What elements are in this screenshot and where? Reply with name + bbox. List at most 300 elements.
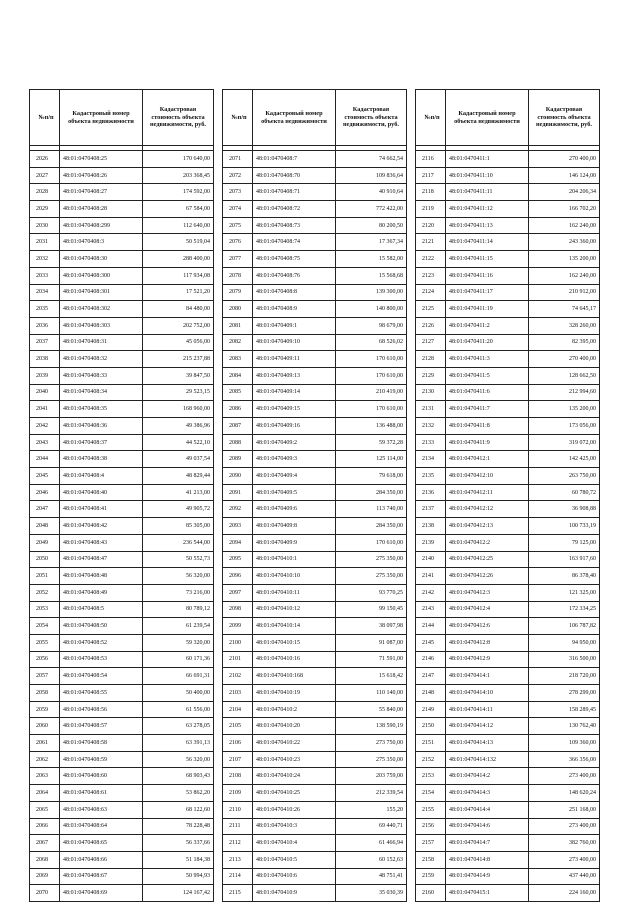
row-number: 2156 xyxy=(416,818,446,835)
table-row xyxy=(30,484,214,501)
cadastral-number: 48:01:0470408:9 xyxy=(253,301,336,318)
row-number: 2133 xyxy=(416,434,446,451)
cadastral-value: 437 440,00 xyxy=(529,868,600,885)
table-row xyxy=(416,751,600,768)
cadastral-value: 50 552,73 xyxy=(143,551,214,568)
cadastral-value: 112 640,00 xyxy=(143,217,214,234)
cadastral-number: 48:01:0470412:10 xyxy=(446,468,529,485)
table-row xyxy=(30,835,214,852)
header-number: №п/п xyxy=(223,90,253,146)
cadastral-value: 125 114,00 xyxy=(336,451,407,468)
cadastral-value: 142 425,00 xyxy=(529,451,600,468)
cadastral-value: 17 521,20 xyxy=(143,284,214,301)
cadastral-value: 79 618,00 xyxy=(336,468,407,485)
row-number: 2153 xyxy=(416,768,446,785)
cadastral-value: 204 206,34 xyxy=(529,184,600,201)
table-row xyxy=(30,234,214,251)
table-row xyxy=(223,367,407,384)
table-row xyxy=(416,584,600,601)
cadastral-value: 68 903,43 xyxy=(143,768,214,785)
cadastral-value: 39 847,50 xyxy=(143,367,214,384)
table-row xyxy=(30,384,214,401)
table-row xyxy=(223,584,407,601)
cadastral-value: 15 618,42 xyxy=(336,668,407,685)
row-number: 2072 xyxy=(223,167,253,184)
row-number: 2106 xyxy=(223,735,253,752)
cadastral-value: 100 733,19 xyxy=(529,518,600,535)
row-number: 2044 xyxy=(30,451,60,468)
cadastral-number: 48:01:0470408:8 xyxy=(253,284,336,301)
cadastral-number: 48:01:0470409:5 xyxy=(253,484,336,501)
cadastral-number: 48:01:0470412:8 xyxy=(446,634,529,651)
table-row xyxy=(30,651,214,668)
cadastral-value: 106 787,82 xyxy=(529,618,600,635)
cadastral-number: 48:01:0470414:2 xyxy=(446,768,529,785)
cadastral-value: 275 350,00 xyxy=(336,568,407,585)
row-number: 2095 xyxy=(223,551,253,568)
row-number: 2094 xyxy=(223,534,253,551)
table-row xyxy=(416,401,600,418)
header-number: №п/п xyxy=(30,90,60,146)
row-number: 2070 xyxy=(30,885,60,902)
cadastral-table-2 xyxy=(222,89,407,902)
cadastral-number: 48:01:0470408:36 xyxy=(60,418,143,435)
row-number: 2036 xyxy=(30,317,60,334)
cadastral-number: 48:01:0470408:302 xyxy=(60,301,143,318)
table-row xyxy=(416,418,600,435)
cadastral-value: 73 216,00 xyxy=(143,584,214,601)
cadastral-number: 48:01:0470410:26 xyxy=(253,801,336,818)
cadastral-value: 155,20 xyxy=(336,801,407,818)
cadastral-number: 48:01:0470414:3 xyxy=(446,785,529,802)
table-row xyxy=(223,835,407,852)
table-row xyxy=(223,885,407,902)
cadastral-value: 117 934,08 xyxy=(143,267,214,284)
table-row xyxy=(30,468,214,485)
cadastral-value: 67 584,00 xyxy=(143,201,214,218)
cadastral-number: 48:01:0470408:47 xyxy=(60,551,143,568)
cadastral-value: 172 334,25 xyxy=(529,601,600,618)
cadastral-number: 48:01:0470408:7 xyxy=(253,151,336,168)
cadastral-number: 48:01:0470410:12 xyxy=(253,601,336,618)
cadastral-value: 158 289,45 xyxy=(529,701,600,718)
cadastral-number: 48:01:0470409:15 xyxy=(253,401,336,418)
table-row xyxy=(416,768,600,785)
row-number: 2159 xyxy=(416,868,446,885)
cadastral-number: 48:01:0470411:12 xyxy=(446,201,529,218)
row-number: 2102 xyxy=(223,668,253,685)
row-number: 2077 xyxy=(223,251,253,268)
cadastral-number: 48:01:0470408:48 xyxy=(60,568,143,585)
cadastral-value: 168 960,00 xyxy=(143,401,214,418)
cadastral-value: 91 087,00 xyxy=(336,634,407,651)
row-number: 2035 xyxy=(30,301,60,318)
cadastral-number: 48:01:0470408:32 xyxy=(60,351,143,368)
row-number: 2080 xyxy=(223,301,253,318)
row-number: 2031 xyxy=(30,234,60,251)
cadastral-number: 48:01:0470411:6 xyxy=(446,384,529,401)
table-row xyxy=(416,501,600,518)
row-number: 2091 xyxy=(223,484,253,501)
cadastral-value: 79 125,00 xyxy=(529,534,600,551)
cadastral-number: 48:01:0470408:35 xyxy=(60,401,143,418)
cadastral-value: 170 640,00 xyxy=(143,151,214,168)
cadastral-number: 48:01:0470408:38 xyxy=(60,451,143,468)
cadastral-number: 48:01:0470409:13 xyxy=(253,367,336,384)
table-row xyxy=(416,317,600,334)
cadastral-value: 243 360,00 xyxy=(529,234,600,251)
table-row xyxy=(30,501,214,518)
cadastral-number: 48:01:0470408:300 xyxy=(60,267,143,284)
cadastral-table-3 xyxy=(415,89,600,902)
row-number: 2123 xyxy=(416,267,446,284)
table-row xyxy=(416,518,600,535)
cadastral-number: 48:01:0470411:11 xyxy=(446,184,529,201)
row-number: 2129 xyxy=(416,367,446,384)
row-number: 2056 xyxy=(30,651,60,668)
table-row xyxy=(30,801,214,818)
table-row xyxy=(416,818,600,835)
cadastral-value: 772 422,00 xyxy=(336,201,407,218)
cadastral-value: 210 419,00 xyxy=(336,384,407,401)
cadastral-number: 48:01:0470414:6 xyxy=(446,818,529,835)
cadastral-value: 270 400,00 xyxy=(529,351,600,368)
table-row xyxy=(416,167,600,184)
row-number: 2149 xyxy=(416,701,446,718)
cadastral-value: 136 488,00 xyxy=(336,418,407,435)
cadastral-number: 48:01:0470414:10 xyxy=(446,685,529,702)
cadastral-value: 162 240,00 xyxy=(529,217,600,234)
row-number: 2075 xyxy=(223,217,253,234)
cadastral-value: 113 740,00 xyxy=(336,501,407,518)
header-cadastral-number: Кадастровый номер объекта недвижимости xyxy=(60,90,143,146)
table-row xyxy=(416,534,600,551)
cadastral-value: 74 645,17 xyxy=(529,301,600,318)
cadastral-number: 48:01:0470410:24 xyxy=(253,768,336,785)
table-row xyxy=(30,584,214,601)
row-number: 2144 xyxy=(416,618,446,635)
cadastral-value: 110 140,00 xyxy=(336,685,407,702)
row-number: 2097 xyxy=(223,584,253,601)
table-row xyxy=(416,217,600,234)
cadastral-number: 48:01:0470412:13 xyxy=(446,518,529,535)
header-cadastral-value: Кадастровая стоимость объекта недвижимости, руб. xyxy=(336,90,407,146)
table-row xyxy=(30,367,214,384)
table-row xyxy=(30,217,214,234)
cadastral-value: 163 917,60 xyxy=(529,551,600,568)
table-row xyxy=(223,685,407,702)
row-number: 2137 xyxy=(416,501,446,518)
cadastral-value: 109 836,64 xyxy=(336,167,407,184)
cadastral-value: 68 122,60 xyxy=(143,801,214,818)
cadastral-value: 273 400,00 xyxy=(529,851,600,868)
cadastral-number: 48:01:0470408:61 xyxy=(60,785,143,802)
row-number: 2093 xyxy=(223,518,253,535)
row-number: 2047 xyxy=(30,501,60,518)
cadastral-number: 48:01:0470408:299 xyxy=(60,217,143,234)
table-row xyxy=(416,851,600,868)
row-number: 2134 xyxy=(416,451,446,468)
cadastral-value: 236 544,00 xyxy=(143,534,214,551)
row-number: 2071 xyxy=(223,151,253,168)
table-row xyxy=(223,501,407,518)
cadastral-number: 48:01:0470411:9 xyxy=(446,434,529,451)
row-number: 2076 xyxy=(223,234,253,251)
cadastral-number: 48:01:0470414:8 xyxy=(446,851,529,868)
table-row xyxy=(30,868,214,885)
cadastral-number: 48:01:0470411:15 xyxy=(446,251,529,268)
row-number: 2078 xyxy=(223,267,253,284)
row-number: 2146 xyxy=(416,651,446,668)
table-row xyxy=(416,618,600,635)
row-number: 2040 xyxy=(30,384,60,401)
row-number: 2120 xyxy=(416,217,446,234)
row-number: 2096 xyxy=(223,568,253,585)
table-row xyxy=(416,251,600,268)
cadastral-value: 121 325,00 xyxy=(529,584,600,601)
row-number: 2141 xyxy=(416,568,446,585)
cadastral-value: 275 350,00 xyxy=(336,751,407,768)
row-number: 2043 xyxy=(30,434,60,451)
row-number: 2068 xyxy=(30,851,60,868)
row-number: 2121 xyxy=(416,234,446,251)
table-row xyxy=(223,234,407,251)
cadastral-value: 15 582,00 xyxy=(336,251,407,268)
table-row xyxy=(416,735,600,752)
table-row xyxy=(223,818,407,835)
cadastral-number: 48:01:0470408:30 xyxy=(60,251,143,268)
row-number: 2051 xyxy=(30,568,60,585)
table-row xyxy=(223,167,407,184)
cadastral-number: 48:01:0470409:14 xyxy=(253,384,336,401)
cadastral-value: 202 752,00 xyxy=(143,317,214,334)
cadastral-number: 48:01:0470408:26 xyxy=(60,167,143,184)
cadastral-value: 140 800,00 xyxy=(336,301,407,318)
table-row xyxy=(416,718,600,735)
table-row xyxy=(416,868,600,885)
cadastral-value: 60 780,72 xyxy=(529,484,600,501)
row-number: 2101 xyxy=(223,651,253,668)
row-number: 2046 xyxy=(30,484,60,501)
row-number: 2148 xyxy=(416,685,446,702)
cadastral-value: 49 905,72 xyxy=(143,501,214,518)
table-row xyxy=(416,334,600,351)
cadastral-number: 48:01:0470408:50 xyxy=(60,618,143,635)
cadastral-value: 56 320,00 xyxy=(143,568,214,585)
cadastral-number: 48:01:0470414:7 xyxy=(446,835,529,852)
table-row xyxy=(223,701,407,718)
row-number: 2158 xyxy=(416,851,446,868)
table-row xyxy=(30,151,214,168)
cadastral-value: 48 829,44 xyxy=(143,468,214,485)
table-row xyxy=(30,301,214,318)
table-row xyxy=(416,551,600,568)
row-number: 2103 xyxy=(223,685,253,702)
cadastral-value: 15 568,68 xyxy=(336,267,407,284)
table-row xyxy=(223,534,407,551)
row-number: 2088 xyxy=(223,434,253,451)
row-number: 2100 xyxy=(223,634,253,651)
row-number: 2034 xyxy=(30,284,60,301)
cadastral-number: 48:01:0470411:7 xyxy=(446,401,529,418)
row-number: 2128 xyxy=(416,351,446,368)
cadastral-number: 48:01:0470408:33 xyxy=(60,367,143,384)
table-row xyxy=(416,451,600,468)
cadastral-value: 49 037,54 xyxy=(143,451,214,468)
table-row xyxy=(30,451,214,468)
cadastral-value: 61 466,94 xyxy=(336,835,407,852)
table-row xyxy=(223,668,407,685)
table-row xyxy=(30,401,214,418)
cadastral-value: 166 702,20 xyxy=(529,201,600,218)
cadastral-value: 60 171,36 xyxy=(143,651,214,668)
table-row xyxy=(30,634,214,651)
table-row xyxy=(223,851,407,868)
cadastral-number: 48:01:0470410:23 xyxy=(253,751,336,768)
cadastral-number: 48:01:0470408:55 xyxy=(60,685,143,702)
table-row xyxy=(223,618,407,635)
table-row xyxy=(30,267,214,284)
cadastral-value: 63 278,05 xyxy=(143,718,214,735)
table-row xyxy=(30,751,214,768)
cadastral-number: 48:01:0470409:1 xyxy=(253,317,336,334)
cadastral-value: 38 097,98 xyxy=(336,618,407,635)
cadastral-value: 29 523,15 xyxy=(143,384,214,401)
table-row xyxy=(223,151,407,168)
cadastral-number: 48:01:0470410:9 xyxy=(253,885,336,902)
table-row xyxy=(223,418,407,435)
cadastral-value: 109 360,00 xyxy=(529,735,600,752)
cadastral-value: 41 213,00 xyxy=(143,484,214,501)
cadastral-value: 382 760,00 xyxy=(529,835,600,852)
cadastral-number: 48:01:0470408:75 xyxy=(253,251,336,268)
row-number: 2059 xyxy=(30,701,60,718)
cadastral-value: 273 750,00 xyxy=(336,735,407,752)
cadastral-value: 284 350,00 xyxy=(336,484,407,501)
cadastral-value: 45 056,00 xyxy=(143,334,214,351)
cadastral-number: 48:01:0470408:43 xyxy=(60,534,143,551)
cadastral-value: 170 610,00 xyxy=(336,534,407,551)
row-number: 2090 xyxy=(223,468,253,485)
row-number: 2092 xyxy=(223,501,253,518)
cadastral-value: 59 372,28 xyxy=(336,434,407,451)
cadastral-value: 128 662,50 xyxy=(529,367,600,384)
table-row xyxy=(223,301,407,318)
row-number: 2098 xyxy=(223,601,253,618)
table-row xyxy=(30,601,214,618)
table-row xyxy=(416,668,600,685)
header-row xyxy=(223,90,407,146)
cadastral-number: 48:01:0470408:3 xyxy=(60,234,143,251)
cadastral-value: 69 440,71 xyxy=(336,818,407,835)
cadastral-number: 48:01:0470410:15 xyxy=(253,634,336,651)
cadastral-number: 48:01:0470411:5 xyxy=(446,367,529,384)
row-number: 2160 xyxy=(416,885,446,902)
cadastral-value: 86 378,40 xyxy=(529,568,600,585)
table-row xyxy=(416,651,600,668)
row-number: 2065 xyxy=(30,801,60,818)
cadastral-value: 50 519,04 xyxy=(143,234,214,251)
cadastral-value: 85 305,00 xyxy=(143,518,214,535)
cadastral-number: 48:01:0470408:4 xyxy=(60,468,143,485)
row-number: 2136 xyxy=(416,484,446,501)
row-number: 2145 xyxy=(416,634,446,651)
table-row xyxy=(416,634,600,651)
row-number: 2109 xyxy=(223,785,253,802)
table-row xyxy=(416,568,600,585)
cadastral-value: 162 240,00 xyxy=(529,267,600,284)
cadastral-number: 48:01:0470410:20 xyxy=(253,718,336,735)
cadastral-value: 270 400,00 xyxy=(529,151,600,168)
row-number: 2142 xyxy=(416,584,446,601)
cadastral-number: 48:01:0470408:58 xyxy=(60,735,143,752)
row-number: 2030 xyxy=(30,217,60,234)
cadastral-value: 212 994,60 xyxy=(529,384,600,401)
cadastral-number: 48:01:0470408:71 xyxy=(253,184,336,201)
table-row xyxy=(416,785,600,802)
cadastral-value: 366 356,00 xyxy=(529,751,600,768)
row-number: 2037 xyxy=(30,334,60,351)
row-number: 2052 xyxy=(30,584,60,601)
cadastral-number: 48:01:0470408:76 xyxy=(253,267,336,284)
cadastral-value: 275 350,00 xyxy=(336,551,407,568)
table-row xyxy=(30,334,214,351)
cadastral-number: 48:01:0470408:40 xyxy=(60,484,143,501)
cadastral-number: 48:01:0470408:65 xyxy=(60,835,143,852)
cadastral-number: 48:01:0470409:6 xyxy=(253,501,336,518)
cadastral-number: 48:01:0470410:2 xyxy=(253,701,336,718)
cadastral-number: 48:01:0470408:59 xyxy=(60,751,143,768)
cadastral-number: 48:01:0470408:27 xyxy=(60,184,143,201)
row-number: 2150 xyxy=(416,718,446,735)
cadastral-value: 135 200,00 xyxy=(529,401,600,418)
cadastral-number: 48:01:0470411:19 xyxy=(446,301,529,318)
row-number: 2066 xyxy=(30,818,60,835)
cadastral-value: 68 526,02 xyxy=(336,334,407,351)
cadastral-value: 78 228,48 xyxy=(143,818,214,835)
row-number: 2087 xyxy=(223,418,253,435)
cadastral-value: 71 591,00 xyxy=(336,651,407,668)
row-number: 2108 xyxy=(223,768,253,785)
cadastral-value: 80 789,12 xyxy=(143,601,214,618)
header-row xyxy=(416,90,600,146)
cadastral-number: 48:01:0470411:2 xyxy=(446,317,529,334)
cadastral-value: 80 200,50 xyxy=(336,217,407,234)
row-number: 2055 xyxy=(30,634,60,651)
cadastral-number: 48:01:0470408:25 xyxy=(60,151,143,168)
cadastral-value: 51 184,38 xyxy=(143,851,214,868)
table-row xyxy=(30,351,214,368)
table-row xyxy=(30,551,214,568)
row-number: 2115 xyxy=(223,885,253,902)
row-number: 2064 xyxy=(30,785,60,802)
table-row xyxy=(416,201,600,218)
cadastral-number: 48:01:0470411:3 xyxy=(446,351,529,368)
cadastral-number: 48:01:0470414:132 xyxy=(446,751,529,768)
cadastral-number: 48:01:0470412:11 xyxy=(446,484,529,501)
table-row xyxy=(30,534,214,551)
cadastral-value: 98 679,00 xyxy=(336,317,407,334)
row-number: 2073 xyxy=(223,184,253,201)
cadastral-number: 48:01:0470411:16 xyxy=(446,267,529,284)
row-number: 2050 xyxy=(30,551,60,568)
cadastral-number: 48:01:0470410:19 xyxy=(253,685,336,702)
table-row xyxy=(416,484,600,501)
header-cadastral-number: Кадастровый номер объекта недвижимости xyxy=(446,90,529,146)
cadastral-value: 36 908,88 xyxy=(529,501,600,518)
row-number: 2033 xyxy=(30,267,60,284)
row-number: 2041 xyxy=(30,401,60,418)
